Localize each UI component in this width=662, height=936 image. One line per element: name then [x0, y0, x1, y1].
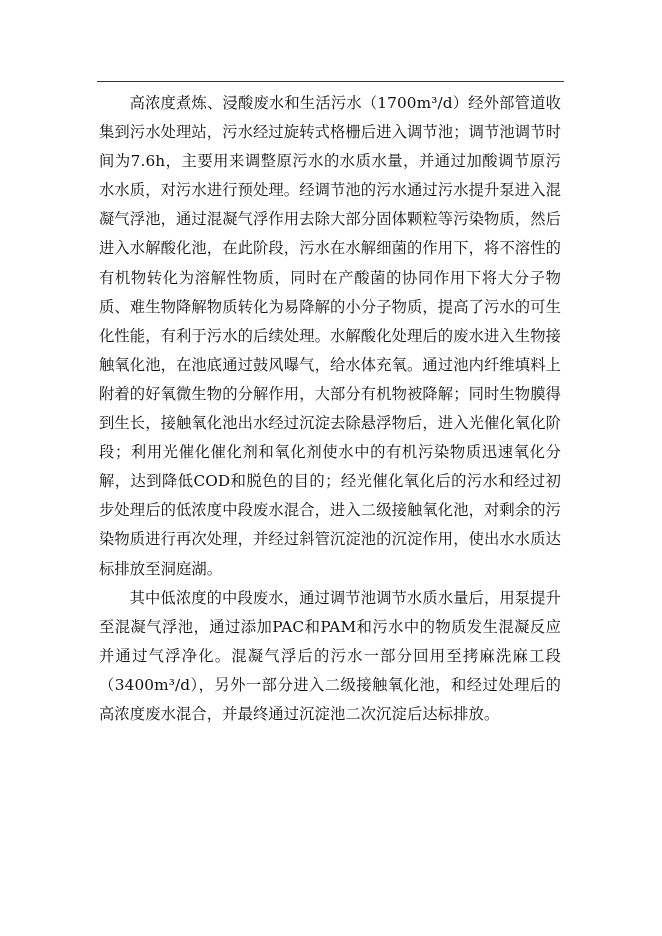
body-text [99, 89, 561, 729]
header-rule [97, 81, 564, 82]
paragraph-low-concentration-treatment: 其中低浓度的中段废水，通过调节池调节水质水量后，用泵提升至混凝气浮池，通过添加PAC和PAM和污水中的物质发生混凝反应并通过气浮净化。混凝气浮后的污水一部分回用至拷麻洗麻工段（3400m³/d），另外一部分进入二级接触氧化池，和经过处理后的高浓度废水混合，并最终通过沉淀池二次沉淀后达标排放。 [99, 588, 561, 723]
paragraph-high-concentration-treatment: 高浓度煮炼、浸酸废水和生活污水（1700m³/d）经外部管道收集到污水处理站，污水经过旋转式格栅后进入调节池；调节池调节时间为7.6h，主要用来调整原污水的水质水量，并通过加酸调节原污水水质，对污水进行预处理。经调节池的污水通过污水提升泵进入混凝气浮池，通过混凝气浮作用去除大部分固体颗粒等污染物质，然后进入水解酸化池，在此阶段，污水在水解细菌的作用下，将不溶性的有机物转化为溶解性物质，同时在产酸菌的协同作用下将大分子物质、难生物降解物质转化为易降解的小分子物质，提高了污水的可生化性能，有利于污水的后续处理。水解酸化处理后的废水进入生物接触氧化池，在池底通过鼓风曝气，给水体充氧。通过池内纤维填料上附着的好氧微生物的分解作用，大部分有机物被降解；同时生物膜得到生长，接触氧化池出水经过沉淀去除悬浮物后，进入光催化氧化阶段；利用光催化催化剂和氧化剂使水中的有机污染物质迅速氧化分解，达到降低COD和脱色的目的；经光催化氧化后的污水和经过初步处理后的低浓度中段废水混合，进入二级接触氧化池，对剩余的污染物质进行再次处理，并经过斜管沉淀池的沉淀作用，使出水水质达标排放至洞庭湖。 [99, 94, 561, 578]
